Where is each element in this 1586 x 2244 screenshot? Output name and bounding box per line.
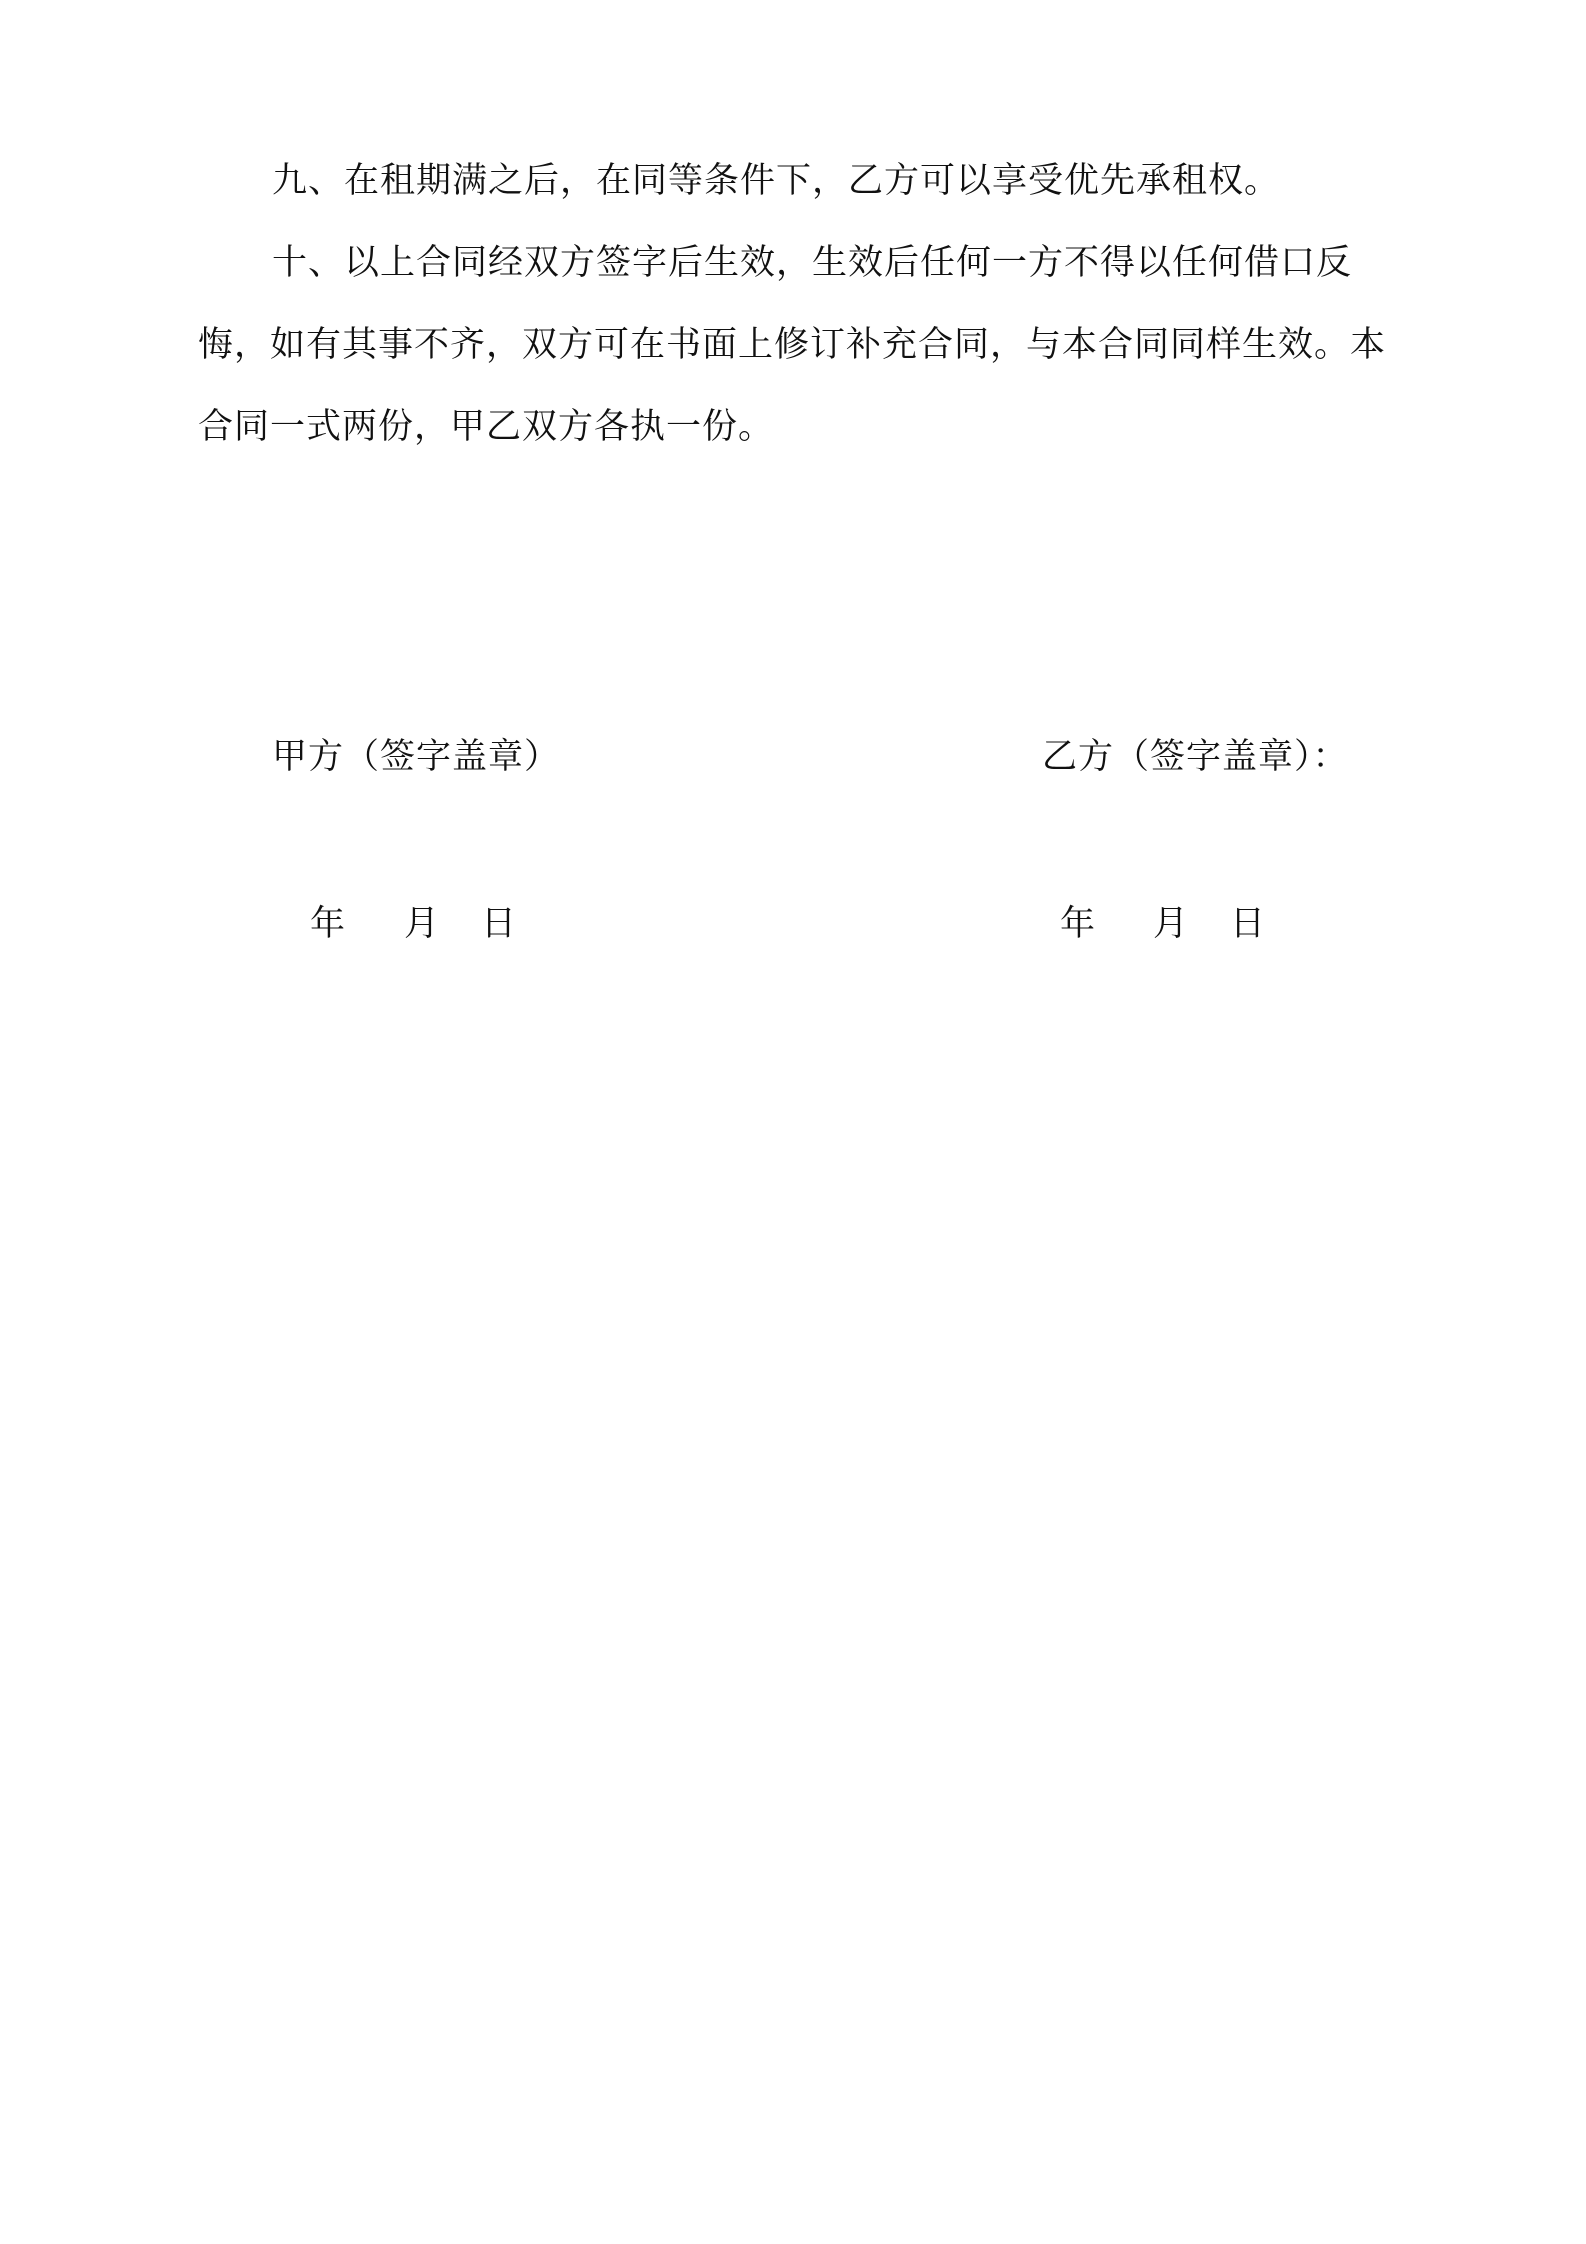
clause-nine: 九、在租期满之后，在同等条件下，乙方可以享受优先承租权。 bbox=[272, 161, 1281, 201]
clause-ten: 十、以上合同经双方签字后生效，生效后任何一方不得以任何借口反悔，如有其事不齐，双方可在书面上修订补充合同，与本合同同样生效。本合同一式两份，甲乙双方各执一份。 bbox=[198, 243, 1387, 447]
contract-clauses bbox=[198, 140, 1398, 468]
party-b-month: 月 bbox=[1153, 904, 1189, 944]
party-a-month: 月 bbox=[404, 904, 440, 944]
party-b-day: 日 bbox=[1230, 904, 1266, 944]
party-b-signature-label: 乙方（签字盖章）： bbox=[1042, 737, 1349, 777]
party-a-day: 日 bbox=[481, 904, 517, 944]
party-a-year: 年 bbox=[310, 904, 346, 944]
party-b-year: 年 bbox=[1060, 904, 1096, 944]
party-a-signature-label: 甲方（签字盖章） bbox=[272, 737, 561, 777]
